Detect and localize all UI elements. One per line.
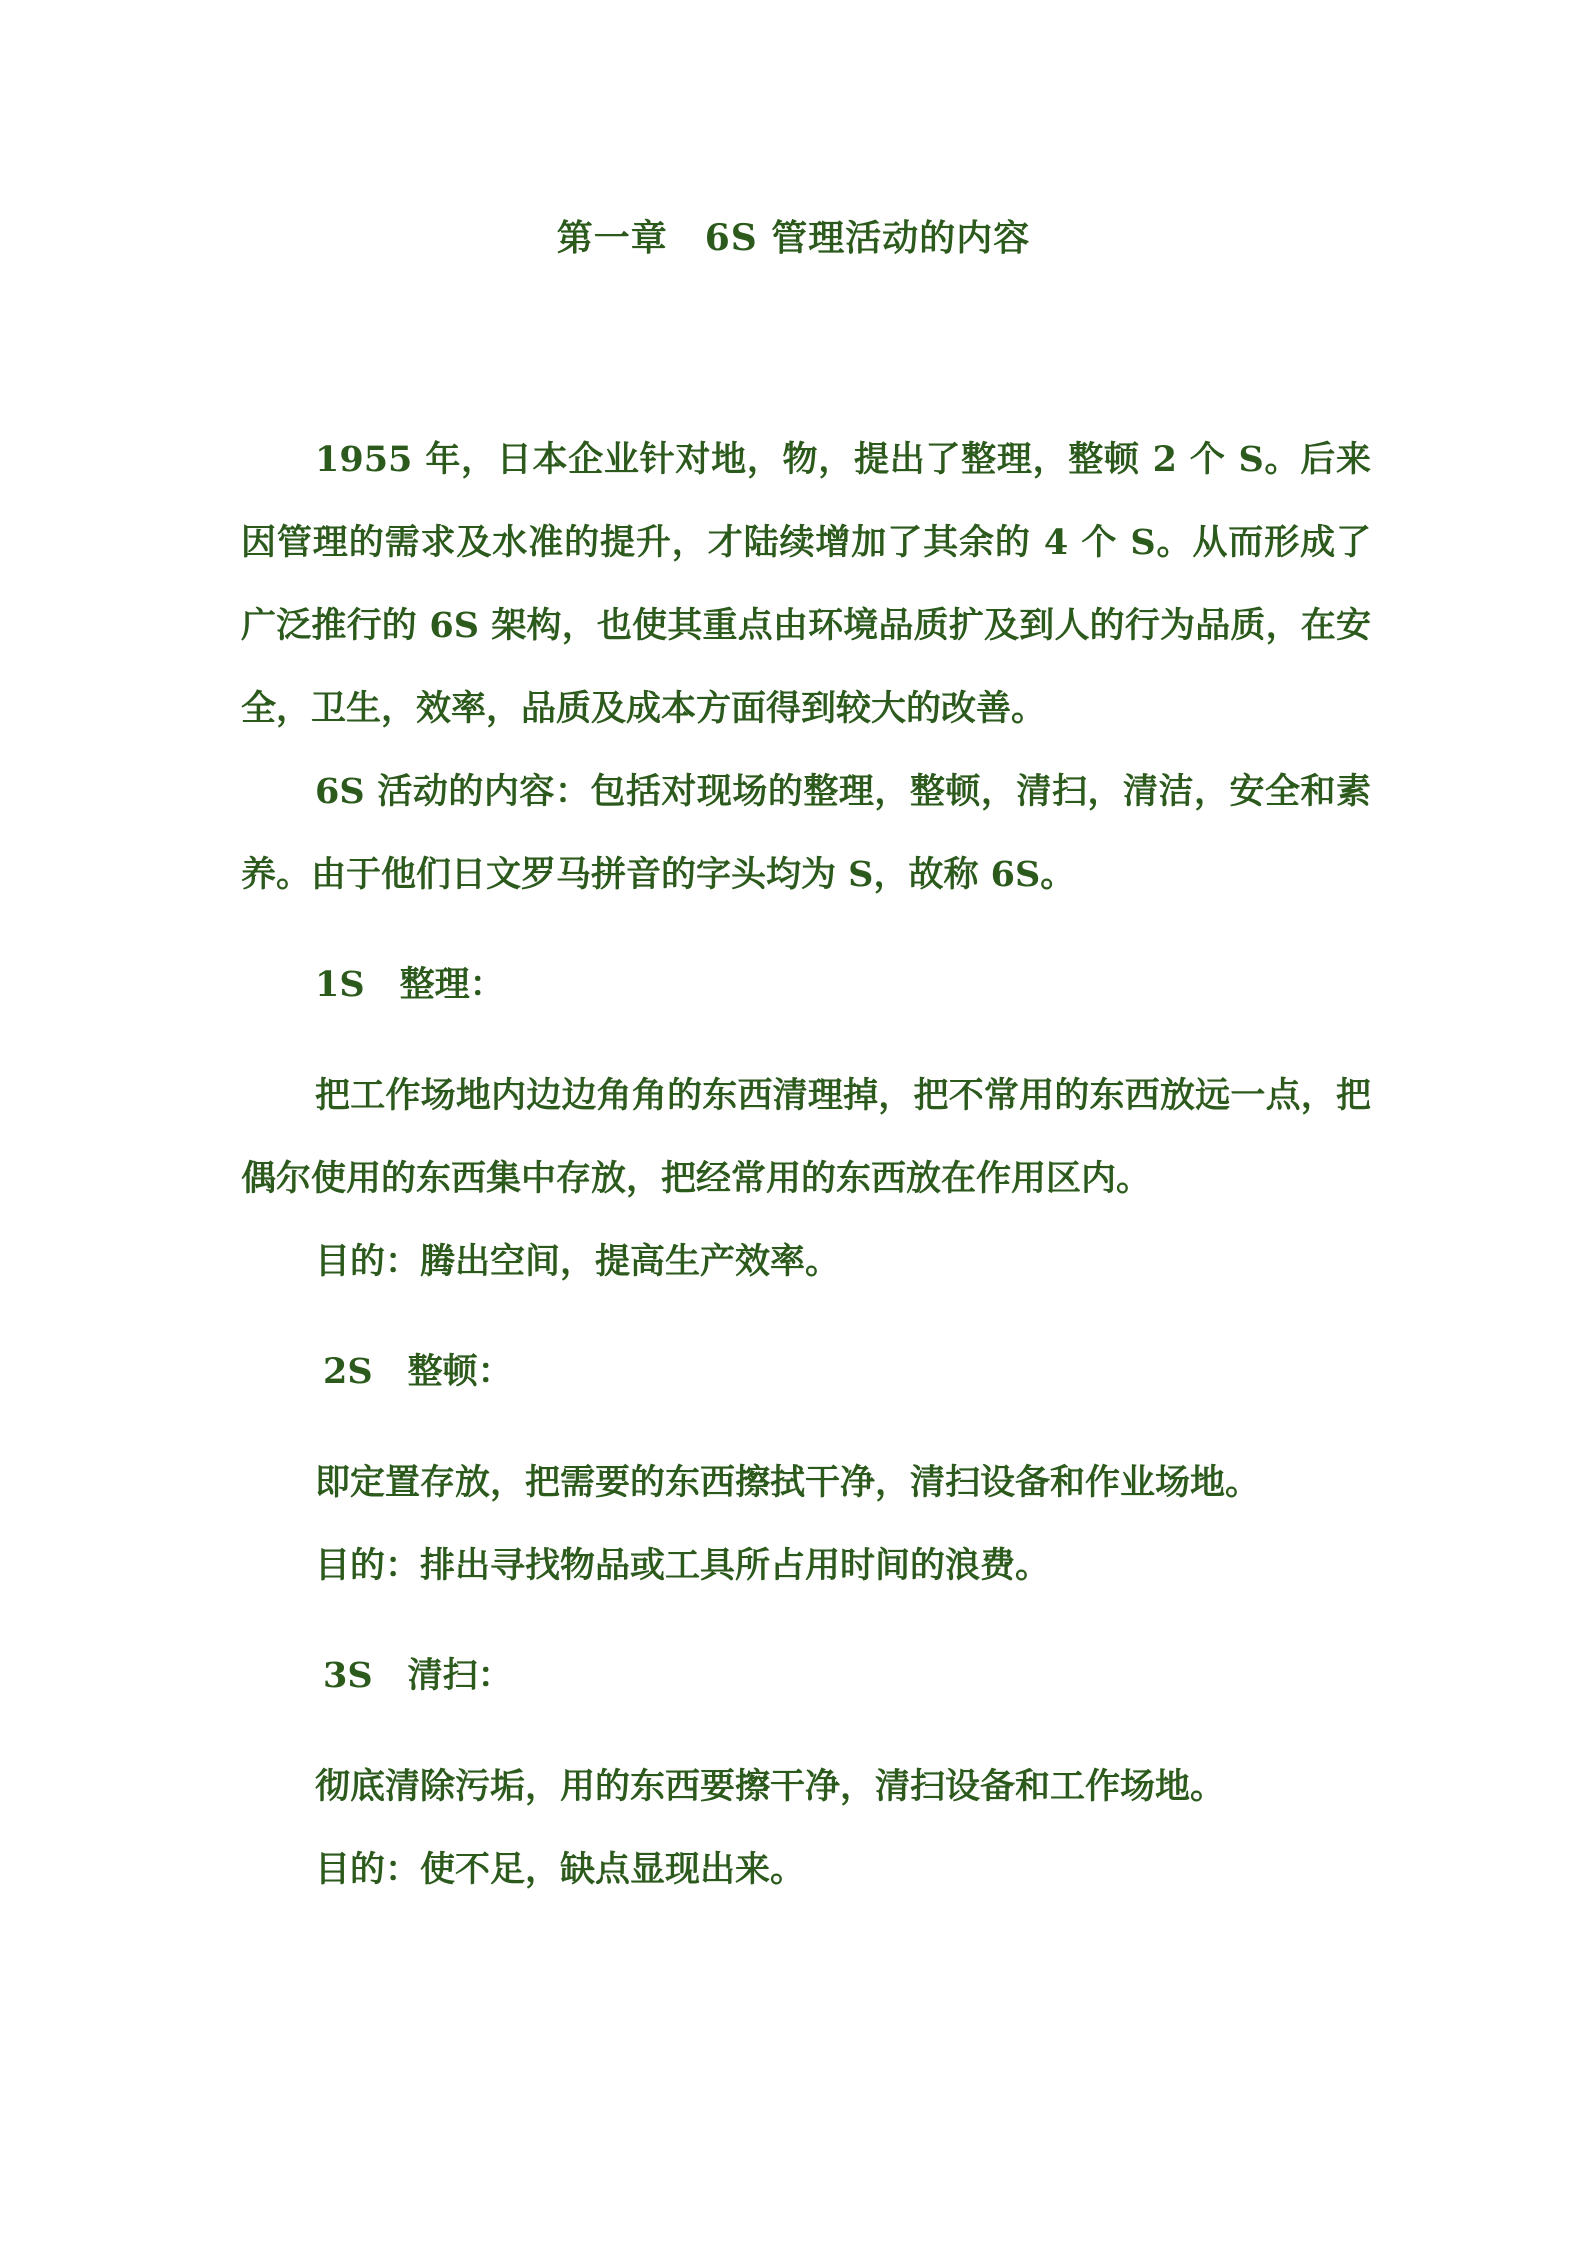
section-body-2s: 即定置存放，把需要的东西擦拭干净，清扫设备和作业场地。 — [315, 1462, 1261, 1503]
section-body-1s: 把工作场地内边边角角的东西清理掉，把不常用的东西放远一点，把偶尔使用的东西集中存放，把经常用的东西放在作用区内。 — [241, 1075, 1371, 1199]
document-body — [241, 418, 1371, 1911]
intro-paragraph-1: 1955 年，日本企业针对地，物，提出了整理，整顿 2 个 S。后来因管理的需求及水准的提升，才陆续增加了其余的 4 个 S。从而形成了广泛推行的 6S 架构，也使其重点由环境品质扩及到人的行为品质，在安全，卫生，效率，品质及成本方面得到较大的改善。 — [241, 439, 1371, 729]
section-3s — [241, 1634, 1371, 1911]
section-goal-2s: 目的：排出寻找物品或工具所占用时间的浪费。 — [315, 1545, 1051, 1586]
section-heading-2s: 2S 整顿： — [323, 1351, 513, 1392]
section-body-3s: 彻底清除污垢，用的东西要擦干净，清扫设备和工作场地。 — [315, 1766, 1226, 1807]
section-2s — [241, 1330, 1371, 1607]
intro-paragraph-2: 6S 活动的内容：包括对现场的整理，整顿，清扫，清洁，安全和素养。由于他们日文罗马拼音的字头均为 S，故称 6S。 — [241, 771, 1371, 895]
section-heading-1s: 1S 整理： — [315, 964, 505, 1005]
chapter-title: 第一章 6S 管理活动的内容 — [556, 217, 1031, 259]
section-goal-1s: 目的：腾出空间，提高生产效率。 — [315, 1241, 841, 1282]
section-1s — [241, 943, 1371, 1303]
section-heading-3s: 3S 清扫： — [323, 1655, 513, 1696]
section-goal-3s: 目的：使不足，缺点显现出来。 — [315, 1849, 806, 1890]
